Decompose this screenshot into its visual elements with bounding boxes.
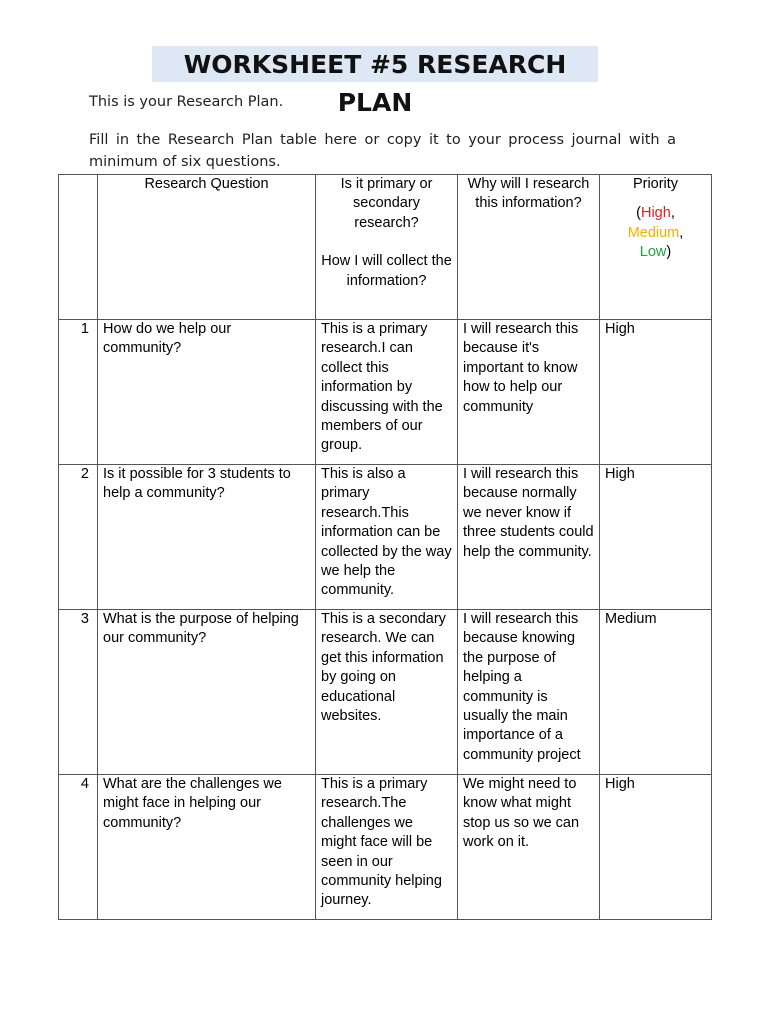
row-method: This is a secondary research. We can get this information by going on educational websites. xyxy=(316,610,458,775)
row-why: I will research this because knowing the purpose of helping a community is usually the main importance of a community project xyxy=(458,610,600,775)
row-number: 2 xyxy=(59,465,98,610)
header-research-type-line2: How I will collect the information? xyxy=(321,253,452,289)
row-number: 4 xyxy=(59,775,98,920)
priority-legend-medium: Medium xyxy=(627,224,680,241)
table-row xyxy=(59,465,712,610)
row-priority: High xyxy=(600,320,712,465)
priority-legend-low: Low xyxy=(639,244,667,261)
header-research-type xyxy=(316,175,458,320)
row-method: This is a primary research.The challenges we might face will be seen in our community helping journey. xyxy=(316,775,458,920)
worksheet-title: WORKSHEET #5 RESEARCH PLAN xyxy=(152,46,598,82)
header-priority-label: Priority xyxy=(632,176,679,192)
row-question: Is it possible for 3 students to help a community? xyxy=(98,465,316,610)
header-research-question: Research Question xyxy=(98,175,316,320)
table-row xyxy=(59,610,712,775)
row-why: We might need to know what might stop us so we can work on it. xyxy=(458,775,600,920)
row-number: 3 xyxy=(59,610,98,775)
header-priority xyxy=(600,175,712,320)
row-question: What is the purpose of helping our community? xyxy=(98,610,316,775)
header-num xyxy=(59,175,98,320)
row-why: I will research this because it's important to know how to help our community xyxy=(458,320,600,465)
table-row xyxy=(59,320,712,465)
priority-legend: (High, Medium, Low) xyxy=(627,205,684,261)
row-why: I will research this because normally we never know if three students could help the community. xyxy=(458,465,600,610)
intro-text: This is your Research Plan. xyxy=(89,94,284,110)
row-question: What are the challenges we might face in helping our community? xyxy=(98,775,316,920)
row-priority: High xyxy=(600,775,712,920)
row-question: How do we help our community? xyxy=(98,320,316,465)
research-plan-table xyxy=(58,174,712,920)
instructions-text: Fill in the Research Plan table here or copy it to your process journal with a minimum of six questions. xyxy=(89,132,676,170)
priority-legend-high: High xyxy=(640,205,671,222)
row-method: This is a primary research.I can collect this information by discussing with the members of our group. xyxy=(316,320,458,465)
header-why-research: Why will I research this information? xyxy=(458,175,600,320)
row-method: This is also a primary research.This information can be collected by the way we help the community. xyxy=(316,465,458,610)
header-research-type-line1: Is it primary or secondary research? xyxy=(340,176,433,231)
row-priority: Medium xyxy=(600,610,712,775)
table-header-row xyxy=(59,175,712,320)
row-number: 1 xyxy=(59,320,98,465)
row-priority: High xyxy=(600,465,712,610)
table-row xyxy=(59,775,712,920)
